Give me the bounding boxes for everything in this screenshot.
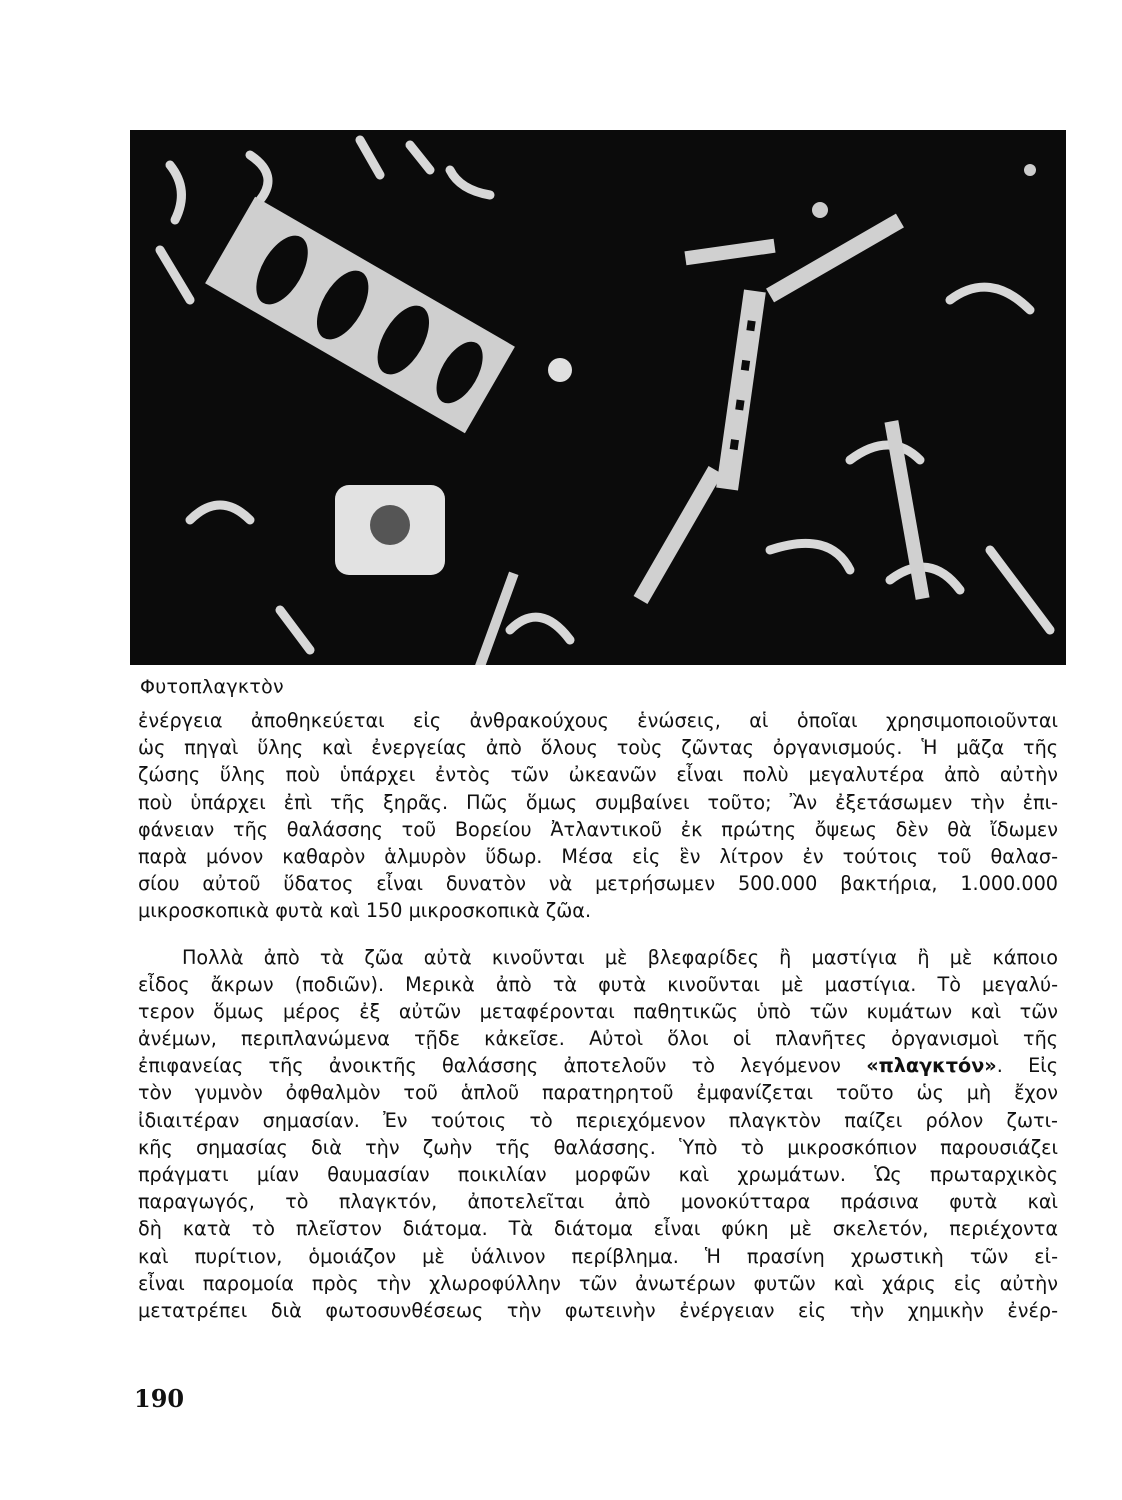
text-line: μικροσκοπικὰ φυτὰ καὶ 150 μικροσκοπικὰ ζῶα. [138,899,592,923]
body-text [138,707,1058,1324]
page-number: 190 [134,1384,185,1413]
text-segment: . Εἰς [996,1054,1058,1078]
text-line: εἶναι παρομοία πρὸς τὴν χλωροφύλλην τῶν ἀνωτέρων φυτῶν καὶ χάρις εἰς αὐτὴν [138,1271,1058,1295]
text-line: τὸν γυμνὸν ὀφθαλμὸν τοῦ ἁπλοῦ παρατηρητοῦ ἐμφανίζεται τοῦτο ὡς μὴ ἔχον [138,1081,1058,1105]
text-line: Πολλὰ ἀπὸ τὰ ζῶα αὐτὰ κινοῦνται μὲ βλεφαρίδες ἢ μαστίγια ἢ μὲ κάποιο [182,945,1058,969]
text-line: ὡς πηγαὶ ὕλης καὶ ἐνεργείας ἀπὸ ὅλους τοὺς ζῶντας ὀργανισμούς. Ἡ μᾶζα τῆς [138,736,1058,760]
text-line: καὶ πυρίτιον, ὁμοιάζον μὲ ὑάλινον περίβλημα. Ἡ πρασίνη χρωστικὴ τῶν εἰ- [138,1244,1058,1268]
text-line: παρὰ μόνον καθαρὸν ἁλμυρὸν ὕδωρ. Μέσα εἰς ἓν λίτρον ἐν τούτοις τοῦ θαλασ- [138,844,1058,868]
text-line: πράγματι μίαν θαυμασίαν ποικιλίαν μορφῶν καὶ χρωμάτων. Ὡς πρωταρχικὸς [138,1163,1058,1186]
text-line: εἶδος ἄκρων (ποδιῶν). Μερικὰ ἀπὸ τὰ φυτὰ κινοῦνται μὲ μαστίγια. Τὸ μεγαλύ- [138,972,1058,996]
text-line: ἰδιαιτέραν σημασίαν. Ἐν τούτοις τὸ περιεχόμενον πλαγκτὸν παίζει ρόλον ζωτι- [138,1108,1058,1132]
plankton-term: «πλαγκτόν» [866,1054,997,1078]
text-segment: ἐπιφανείας τῆς ἀνοικτῆς θαλάσσης ἀποτελοῦν τὸ λεγόμενον [138,1054,841,1078]
text-line: φάνειαν τῆς θαλάσσης τοῦ Βορείου Ἀτλαντικοῦ ἐκ πρώτης ὄψεως δὲν θὰ ἴδωμεν [138,817,1058,841]
text-line: παραγωγός, τὸ πλαγκτόν, ἀποτελεῖται ἀπὸ μονοκύτταρα πράσινα φυτὰ καὶ [138,1190,1058,1214]
text-line: δὴ κατὰ τὸ πλεῖστον διάτομα. Τὰ διάτομα εἶναι φύκη μὲ σκελετόν, περιέχοντα [138,1217,1058,1241]
phytoplankton-illustration [130,130,1066,665]
text-line: σίου αὐτοῦ ὕδατος εἶναι δυνατὸν νὰ μετρήσωμεν 500.000 βακτήρια, 1.000.000 [138,872,1058,896]
text-line: ἐνέργεια ἀποθηκεύεται εἰς ἀνθρακούχους ἑνώσεις, αἱ ὁποῖαι χρησιμοποιοῦνται [138,709,1058,732]
figure-caption: Φυτοπλαγκτὸν [140,676,284,698]
text-line: ζώσης ὕλης ποὺ ὑπάρχει ἐντὸς τῶν ὠκεανῶν εἶναι πολὺ μεγαλυτέρα ἀπὸ αὐτὴν [138,763,1058,787]
text-line: ἀνέμων, περιπλανώμενα τῇδε κἀκεῖσε. Αὐτοὶ ὅλοι οἱ πλανῆτες ὀργανισμοὶ τῆς [138,1027,1058,1051]
text-line: κῆς σημασίας διὰ τὴν ζωὴν τῆς θαλάσσης. Ὑπὸ τὸ μικροσκόπιον παρουσιάζει [138,1135,1058,1159]
text-line: ποὺ ὑπάρχει ἐπὶ τῆς ξηρᾶς. Πῶς ὅμως συμβαίνει τοῦτο; Ἂν ἐξετάσωμεν τὴν ἐπι- [138,790,1058,814]
text-line-with-term [138,1052,1058,1079]
phytoplankton-photo [130,130,1066,665]
text-line: μετατρέπει διὰ φωτοσυνθέσεως τὴν φωτεινὴν ἐνέργειαν εἰς τὴν χημικὴν ἐνέρ- [138,1298,1058,1322]
text-line: τερον ὅμως μέρος ἐξ αὐτῶν μεταφέρονται παθητικῶς ὑπὸ τῶν κυμάτων καὶ τῶν [138,999,1058,1023]
